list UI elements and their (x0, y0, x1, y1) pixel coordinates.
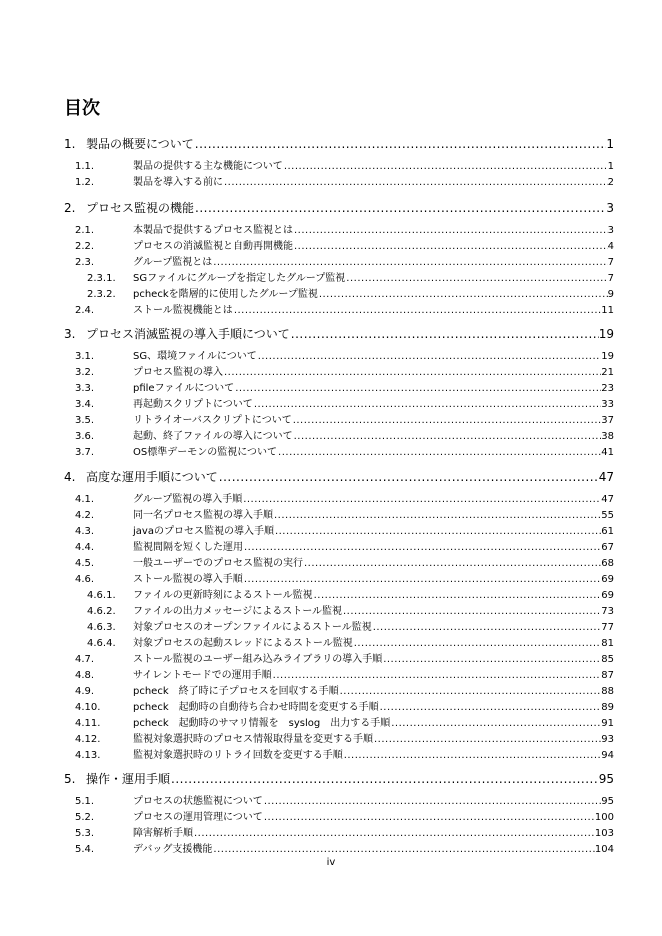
toc-entry-number: 3.3. (75, 383, 95, 394)
toc-entry-page: 47 (601, 494, 614, 505)
toc-section-entry[interactable] (0, 716, 662, 732)
toc-entry-number: 4.12. (75, 734, 101, 745)
toc-dot-leader (224, 175, 608, 191)
toc-dot-leader (278, 445, 601, 461)
toc-entry-title: デバッグ支援機能 (133, 844, 213, 855)
toc-entry-page: 69 (601, 590, 614, 601)
toc-entry-page: 1 (606, 137, 614, 151)
toc-subsection-entry[interactable] (0, 636, 662, 652)
toc-section-entry[interactable] (0, 668, 662, 684)
toc-entry-title: OS標準デーモンの監視について (133, 447, 278, 458)
toc-dot-leader (319, 287, 608, 303)
toc-section-entry[interactable] (0, 397, 662, 413)
toc-dot-leader (291, 325, 599, 343)
toc-dot-leader (354, 636, 602, 652)
toc-dot-leader (343, 604, 601, 620)
toc-section-entry[interactable] (0, 175, 662, 191)
toc-entry-title: pcheck 終了時に子プロセスを回収する手順 (133, 686, 339, 697)
toc-entry-number: 3.7. (75, 447, 95, 458)
toc-entry-number: 3.2. (75, 367, 95, 378)
toc-entry-number: 4.2. (75, 510, 95, 521)
toc-entry-number: 5.4. (75, 844, 95, 855)
toc-section-entry[interactable] (0, 826, 662, 842)
toc-dot-leader (234, 303, 601, 319)
toc-entry-number: 3.6. (75, 431, 95, 442)
toc-chapter-entry[interactable] (0, 770, 662, 788)
toc-entry-title: pcheckを階層的に使用したグループ監視 (133, 289, 318, 300)
toc-entry-page: 4 (607, 241, 614, 252)
toc-entry-number: 3.4. (75, 399, 95, 410)
toc-entry-number: 1. (64, 137, 76, 151)
toc-entry-page: 94 (601, 750, 614, 761)
toc-dot-leader (244, 540, 601, 556)
toc-entry-page: 23 (601, 383, 614, 394)
toc-entry-number: 4.11. (75, 718, 101, 729)
toc-entry-title: 一般ユーザーでのプロセス監視の実行 (133, 558, 303, 569)
toc-section-entry[interactable] (0, 810, 662, 826)
toc-entry-number: 4.5. (75, 558, 95, 569)
toc-entry-number: 1.2. (75, 177, 95, 188)
toc-dot-leader (346, 271, 607, 287)
toc-entry-number: 4.8. (75, 670, 95, 681)
toc-title: 目次 (64, 98, 100, 119)
toc-entry-number: 5.3. (75, 828, 95, 839)
toc-entry-page: 81 (601, 638, 614, 649)
toc-entry-number: 3.5. (75, 415, 95, 426)
toc-entry-title: 監視対象選択時のリトライ回数を変更する手順 (133, 750, 343, 761)
toc-dot-leader (340, 684, 602, 700)
toc-entry-number: 4.10. (75, 702, 101, 713)
toc-entry-number: 4.13. (75, 750, 101, 761)
toc-entry-page: 3 (606, 201, 614, 215)
toc-section-entry[interactable] (0, 748, 662, 764)
toc-entry-page: 77 (601, 622, 614, 633)
toc-dot-leader (383, 652, 601, 668)
toc-dot-leader (264, 794, 601, 810)
toc-entry-page: 9 (607, 289, 614, 300)
toc-dot-leader (273, 668, 602, 684)
toc-entry-page: 41 (601, 447, 614, 458)
toc-subsection-entry[interactable] (0, 604, 662, 620)
toc-section-entry[interactable] (0, 684, 662, 700)
toc-entry-number: 2.3. (75, 257, 95, 268)
toc-dot-leader (294, 429, 602, 445)
toc-dot-leader (293, 413, 602, 429)
toc-entry-title: 製品の概要について (86, 137, 194, 151)
toc-section-entry[interactable] (0, 540, 662, 556)
toc-entry-number: 5.1. (75, 796, 95, 807)
toc-entry-page: 69 (601, 574, 614, 585)
toc-entry-title: 対象プロセスのオープンファイルによるストール監視 (133, 622, 372, 633)
toc-section-entry[interactable] (0, 303, 662, 319)
toc-entry-number: 4.6.1. (87, 590, 116, 601)
toc-entry-page: 61 (601, 526, 614, 537)
toc-entry-title: 監視間隔を短くした運用 (133, 542, 243, 553)
toc-section-entry[interactable] (0, 445, 662, 461)
toc-dot-leader (284, 159, 608, 175)
toc-dot-leader (373, 620, 602, 636)
toc-section-entry[interactable] (0, 413, 662, 429)
toc-entry-title: 操作・運用手順 (86, 772, 171, 786)
toc-section-entry[interactable] (0, 794, 662, 810)
toc-subsection-entry[interactable] (0, 588, 662, 604)
toc-entry-title: pfileファイルについて (133, 383, 235, 394)
toc-entry-title: 製品の提供する主な機能について (133, 161, 283, 172)
toc-entry-title: 起動、終了ファイルの導入について (133, 431, 293, 442)
toc-entry-number: 2. (64, 201, 76, 215)
toc-entry-number: 2.3.1. (87, 273, 116, 284)
toc-entry-title: 製品を導入する前に (133, 177, 223, 188)
toc-section-entry[interactable] (0, 381, 662, 397)
toc-entry-number: 4.6.2. (87, 606, 116, 617)
toc-dot-leader (194, 826, 595, 842)
toc-entry-page: 89 (601, 702, 614, 713)
toc-chapter-entry[interactable] (0, 135, 662, 153)
toc-subsection-entry[interactable] (0, 271, 662, 287)
toc-entry-title: リトライオーバスクリプトについて (133, 415, 292, 426)
toc-entry-title: 障害解析手順 (133, 828, 193, 839)
toc-dot-leader (294, 239, 608, 255)
toc-dot-leader (344, 748, 602, 764)
toc-entry-number: 1.1. (75, 161, 95, 172)
toc-entry-page: 38 (601, 431, 614, 442)
toc-dot-leader (219, 468, 599, 486)
toc-dot-leader (258, 349, 602, 365)
toc-entry-title: javaのプロセス監視の導入手順 (133, 526, 274, 537)
toc-dot-leader (171, 770, 599, 788)
toc-entry-title: pcheck 起動時の自動待ち合わせ時間を変更する手順 (133, 702, 379, 713)
toc-dot-leader (254, 397, 601, 413)
toc-entry-page: 88 (601, 686, 614, 697)
toc-entry-page: 95 (598, 772, 614, 786)
toc-entry-title: 同一名プロセス監視の導入手順 (133, 510, 273, 521)
toc-dot-leader (275, 524, 601, 540)
toc-entry-title: SGファイルにグループを指定したグループ監視 (133, 273, 346, 284)
toc-section-entry[interactable] (0, 349, 662, 365)
toc-entry-title: ストール監視機能とは (133, 305, 233, 316)
toc-section-entry[interactable] (0, 223, 662, 239)
toc-dot-leader (244, 572, 601, 588)
toc-entry-title: SG、環境ファイルについて (133, 351, 257, 362)
toc-entry-number: 5.2. (75, 812, 95, 823)
toc-entry-number: 4.6.4. (87, 638, 116, 649)
toc-entry-number: 2.3.2. (87, 289, 116, 300)
toc-section-entry[interactable] (0, 255, 662, 271)
toc-subsection-entry[interactable] (0, 620, 662, 636)
toc-section-entry[interactable] (0, 365, 662, 381)
toc-entry-number: 2.1. (75, 225, 95, 236)
toc-entry-title: プロセスの消滅監視と自動再開機能 (133, 241, 293, 252)
toc-entry-page: 87 (601, 670, 614, 681)
toc-entry-page: 37 (601, 415, 614, 426)
toc-entry-page: 19 (598, 327, 614, 341)
toc-entry-title: 対象プロセスの起動スレッドによるストール監視 (133, 638, 353, 649)
toc-entry-title: プロセス監視の機能 (86, 201, 195, 215)
toc-entry-title: 再起動スクリプトについて (133, 399, 253, 410)
toc-entry-number: 4.6.3. (87, 622, 116, 633)
toc-dot-leader (314, 588, 602, 604)
toc-dot-leader (235, 381, 601, 397)
toc-entry-page: 91 (601, 718, 614, 729)
toc-entry-page: 21 (601, 367, 614, 378)
toc-entry-number: 4.9. (75, 686, 95, 697)
toc-entry-page: 85 (601, 654, 614, 665)
toc-entry-title: サイレントモードでの運用手順 (133, 670, 272, 681)
toc-entry-title: プロセス監視の導入 (133, 367, 223, 378)
toc-entry-number: 4.6. (75, 574, 95, 585)
toc-entry-page: 2 (607, 177, 614, 188)
toc-chapter-entry[interactable] (0, 325, 662, 343)
toc-dot-leader (274, 508, 601, 524)
toc-section-entry[interactable] (0, 732, 662, 748)
toc-entry-title: 高度な運用手順について (86, 470, 218, 484)
toc-entry-page: 103 (594, 828, 614, 839)
toc-chapter-entry[interactable] (0, 199, 662, 217)
toc-entry-page: 55 (601, 510, 614, 521)
toc-entry-page: 19 (601, 351, 614, 362)
toc-entry-title: pcheck 起動時のサマリ情報を syslog 出力する手順 (133, 718, 391, 729)
toc-entry-number: 4.4. (75, 542, 95, 553)
toc-entry-title: プロセスの運用管理について (133, 812, 263, 823)
toc-dot-leader (294, 223, 608, 239)
toc-entry-title: 監視対象選択時のプロセス情報取得量を変更する手順 (133, 734, 373, 745)
toc-entry-title: ストール監視のユーザー組み込みライブラリの導入手順 (133, 654, 383, 665)
toc-section-entry[interactable] (0, 508, 662, 524)
toc-entry-page: 100 (594, 812, 614, 823)
toc-entry-page: 1 (607, 161, 614, 172)
toc-entry-title: ファイルの更新時刻によるストール監視 (133, 590, 313, 601)
toc-dot-leader (380, 700, 602, 716)
toc-entry-page: 3 (607, 225, 614, 236)
page-number: iv (326, 857, 336, 868)
toc-section-entry[interactable] (0, 652, 662, 668)
toc-entry-page: 7 (607, 273, 614, 284)
toc-section-entry[interactable] (0, 524, 662, 540)
toc-entry-number: 4.7. (75, 654, 95, 665)
toc-entry-page: 95 (601, 796, 614, 807)
toc-dot-leader (374, 732, 601, 748)
toc-section-entry[interactable] (0, 239, 662, 255)
toc-entry-title: グループ監視の導入手順 (133, 494, 243, 505)
toc-entry-page: 7 (607, 257, 614, 268)
toc-entry-title: プロセス消滅監視の導入手順について (86, 327, 290, 341)
toc-entry-page: 47 (598, 470, 614, 484)
toc-entry-number: 3.1. (75, 351, 95, 362)
toc-section-entry[interactable] (0, 700, 662, 716)
toc-section-entry[interactable] (0, 572, 662, 588)
toc-dot-leader (213, 255, 607, 271)
toc-entry-number: 4. (64, 470, 76, 484)
toc-section-entry[interactable] (0, 492, 662, 508)
toc-entry-page: 33 (601, 399, 614, 410)
toc-dot-leader (195, 199, 606, 217)
toc-section-entry[interactable] (0, 159, 662, 175)
toc-entry-page: 73 (601, 606, 614, 617)
toc-dot-leader (304, 556, 601, 572)
toc-subsection-entry[interactable] (0, 287, 662, 303)
toc-entry-page: 68 (601, 558, 614, 569)
toc-section-entry[interactable] (0, 556, 662, 572)
toc-chapter-entry[interactable] (0, 468, 662, 486)
toc-dot-leader (391, 716, 601, 732)
toc-entry-page: 93 (601, 734, 614, 745)
toc-entry-page: 67 (601, 542, 614, 553)
toc-entry-number: 2.2. (75, 241, 95, 252)
toc-entry-title: ストール監視の導入手順 (133, 574, 243, 585)
toc-entry-title: ファイルの出力メッセージによるストール監視 (133, 606, 342, 617)
toc-dot-leader (264, 810, 595, 826)
toc-entry-number: 2.4. (75, 305, 95, 316)
toc-dot-leader (195, 135, 607, 153)
toc-entry-page: 11 (601, 305, 614, 316)
toc-entry-number: 4.1. (75, 494, 95, 505)
toc-entry-number: 4.3. (75, 526, 95, 537)
toc-dot-leader (243, 492, 601, 508)
toc-entry-title: 本製品で提供するプロセス監視とは (133, 225, 293, 236)
toc-entry-number: 5. (64, 772, 76, 786)
toc-entry-number: 3. (64, 327, 76, 341)
toc-entry-title: プロセスの状態監視について (133, 796, 263, 807)
toc-section-entry[interactable] (0, 429, 662, 445)
toc-entry-page: 104 (594, 844, 614, 855)
toc-dot-leader (224, 365, 601, 381)
toc-entry-title: グループ監視とは (133, 257, 213, 268)
